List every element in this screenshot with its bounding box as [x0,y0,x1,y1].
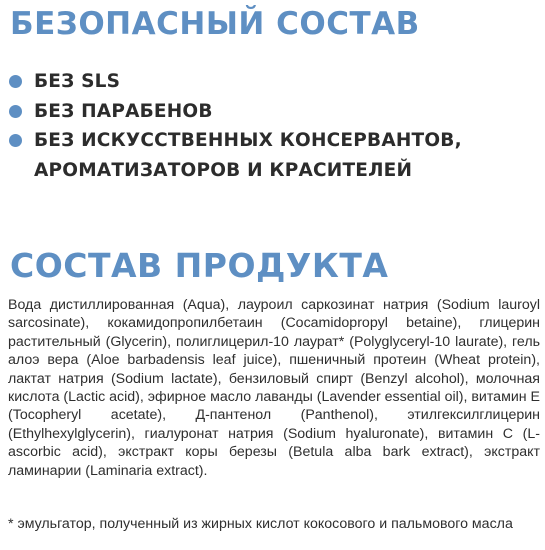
list-item-label: БЕЗ ПАРАБЕНОВ [34,100,213,122]
bullet-dot-icon [9,134,22,147]
bullet-dot-icon [9,105,22,118]
emulsifier-footnote: * эмульгатор, полученный из жирных кислот кокосового и пальмового масла [8,516,513,532]
product-composition-heading: СОСТАВ ПРОДУКТА [10,246,389,285]
safe-composition-list [8,67,538,185]
ingredients-text: Вода дистиллированная (Aqua), лауроил саркозинат натрия (Sodium lauroyl sarcosinate), кокамидопропилбетаин (Cocamidopropyl betaine), глицерин растительный (Glycerin), полиглицерил-10 лаурат* (Polyglyceryl-10 laurate), гель алоэ вера (Aloe barbadensis leaf juice), пшеничный протеин (Wheat protein), лактат натрия (Sodium lactate), бензиловый спирт (Benzyl alcohol), молочная кислота (Lactic acid), эфирное масло лаванды (Lavender essential oil), витамин Е (Tocopheryl acetate), Д-пантенол (Panthenol), этилгексилглицерин (Ethylhexylglycerin), гиалуронат натрия (Sodium hyaluronate), витамин С (L-ascorbic acid), экстракт коры березы (Betula alba bark extract), экстракт ламинарии (Laminaria extract). [8,297,540,479]
safe-composition-heading: БЕЗОПАСНЫЙ СОСТАВ [10,6,420,42]
bullet-dot-icon [9,75,22,88]
list-item-label: БЕЗ ИСКУССТВЕННЫХ КОНСЕРВАНТОВ, АРОМАТИЗАТОРОВ И КРАСИТЕЛЕЙ [34,130,462,181]
list-item-no-sls [8,67,538,97]
list-item-no-parabens [8,97,538,127]
list-item-label: БЕЗ SLS [34,71,121,92]
list-item-no-artificial-additives [8,126,538,185]
